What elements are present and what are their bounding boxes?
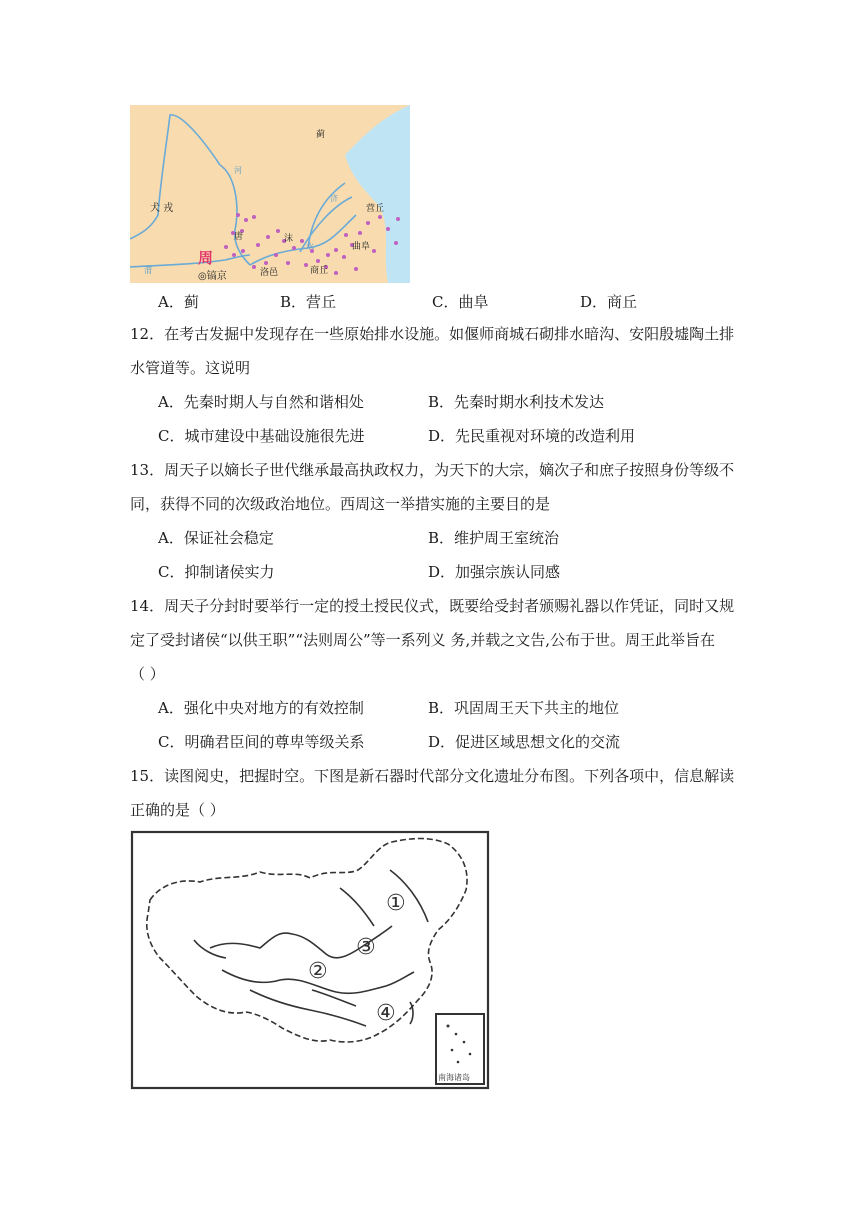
q14-stem-line1: 14．周天子分封时要举行一定的授土授民仪式，既要给受封者颁赐礼器以作凭证，同时又规: [130, 597, 735, 615]
inset-south-china-sea-label: 南海诸岛: [438, 1073, 470, 1082]
label-wei: 渭: [144, 266, 152, 275]
q12-stem-line2: 水管道等。这说明: [130, 359, 251, 377]
label-quanrong: 犬 戎: [150, 203, 174, 214]
marker-1: ①: [386, 891, 406, 916]
q11-option-b[interactable]: B．营丘: [280, 293, 337, 311]
q13-option-b[interactable]: B．维护周王室统治: [428, 529, 560, 547]
q14-option-a[interactable]: A．强化中央对地方的有效控制: [158, 699, 364, 717]
q12-option-d[interactable]: D．先民重视对环境的改造利用: [428, 427, 636, 445]
q14-option-b[interactable]: B．巩固周王天下共主的地位: [428, 699, 620, 717]
marker-2: ②: [308, 959, 328, 984]
q13-option-d[interactable]: D．加强宗族认同感: [428, 563, 561, 581]
label-tang: 唐: [234, 232, 244, 242]
label-ji: 蓟: [316, 130, 326, 140]
q13-stem-line1: 13．周天子以嫡长子世代继承最高执政权力，为天下的大宗，嫡次子和庶子按照身份等级不: [130, 461, 735, 479]
q13-option-c[interactable]: C．抑制诸侯实力: [158, 563, 275, 581]
label-he: 河: [234, 166, 242, 175]
marker-3: ③: [356, 935, 376, 960]
label-shangqiu: 商丘: [310, 266, 329, 276]
label-mo: 沫: [284, 234, 294, 244]
q14-stem-line3: （ ）: [130, 665, 165, 683]
label-yingqiu: 营丘: [366, 204, 385, 214]
q13-stem-line2: 同，获得不同的次级政治地位。西周这一举措实施的主要目的是: [130, 495, 551, 513]
q14-option-c[interactable]: C．明确君臣间的尊卑等级关系: [158, 733, 365, 751]
q15-stem-line2: 正确的是（ ）: [130, 801, 225, 819]
label-shui: 水: [306, 242, 314, 251]
q12-option-b[interactable]: B．先秦时期水利技术发达: [428, 393, 605, 411]
western-zhou-map: [130, 105, 410, 283]
neolithic-sites-map: [130, 830, 492, 1090]
q12-stem-line1: 12．在考古发掘中发现存在一些原始排水设施。如偃师商城石砌排水暗沟、安阳殷墟陶土排: [130, 325, 735, 343]
label-luoyi: 洛邑: [260, 268, 279, 278]
label-haojing: ◎镐京: [198, 271, 227, 282]
q14-option-d[interactable]: D．促进区域思想文化的交流: [428, 733, 621, 751]
label-zhou: 周: [198, 249, 214, 267]
label-qufu: 曲阜: [352, 242, 371, 252]
q12-option-c[interactable]: C．城市建设中基础设施很先进: [158, 427, 365, 445]
q14-stem-line2: 定了受封诸侯“以供王职”“法则周公”等一系列义 务,并载之文告,公布于世。周王此举旨在: [130, 631, 715, 649]
q11-option-a[interactable]: A．蓟: [158, 293, 199, 311]
q11-option-c[interactable]: C．曲阜: [432, 293, 489, 311]
q12-option-a[interactable]: A．先秦时期人与自然和谐相处: [158, 393, 364, 411]
q13-option-a[interactable]: A．保证社会稳定: [158, 529, 274, 547]
q11-option-d[interactable]: D．商丘: [580, 293, 638, 311]
marker-4: ④: [376, 1001, 396, 1026]
q15-stem-line1: 15．读图阅史，把握时空。下图是新石器时代部分文化遗址分布图。下列各项中，信息解读: [130, 767, 735, 785]
label-ji-river: 济: [330, 194, 338, 203]
